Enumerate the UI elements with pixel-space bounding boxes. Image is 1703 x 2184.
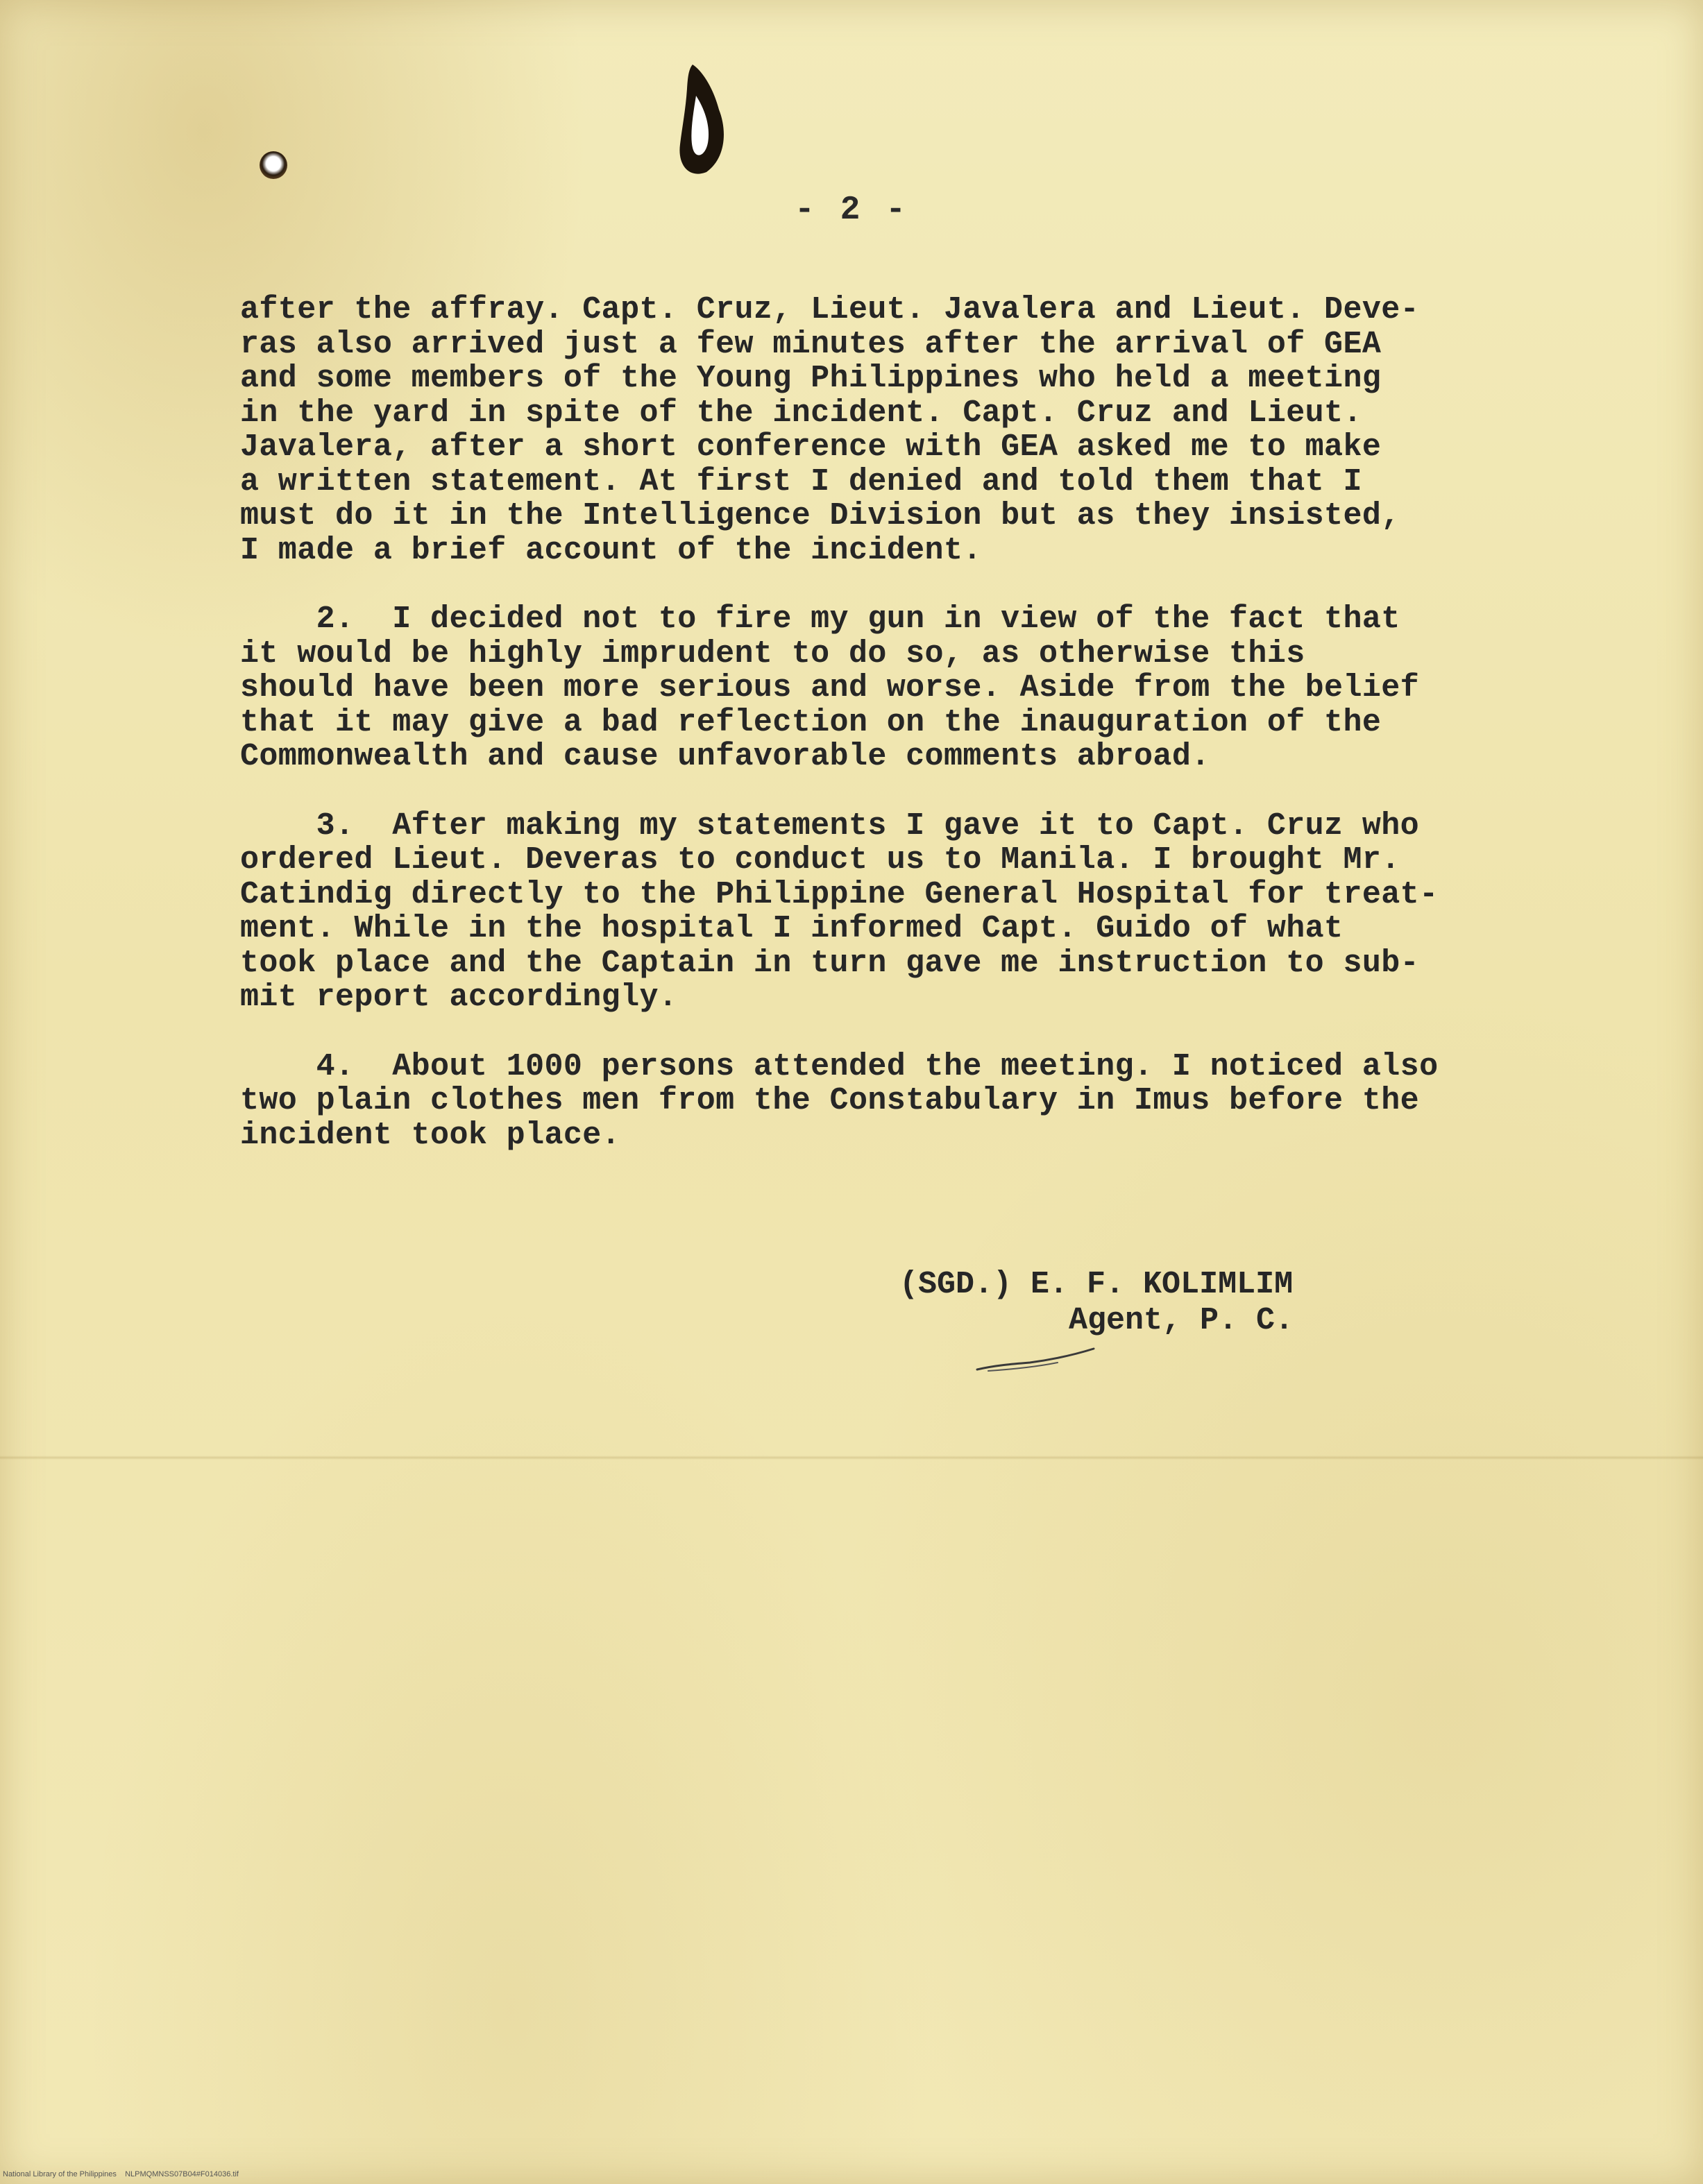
paragraph-gap <box>240 568 1586 602</box>
body-line: must do it in the Intelligence Division but as they insisted, <box>240 498 1400 534</box>
letter-body <box>240 293 1586 1152</box>
body-line: in the yard in spite of the incident. Capt. Cruz and Lieut. <box>240 395 1362 431</box>
body-line: that it may give a bad reflection on the inauguration of the <box>240 704 1382 740</box>
body-line: two plain clothes men from the Constabulary in Imus before the <box>240 1083 1420 1118</box>
pen-stroke-mark <box>974 1339 1099 1381</box>
signature-title: Agent, P. C. <box>1069 1303 1294 1338</box>
body-line: 4. About 1000 persons attended the meeting. I noticed also <box>240 1048 1439 1084</box>
signature-name: (SGD.) E. F. KOLIMLIM <box>899 1267 1294 1302</box>
body-line: 3. After making my statements I gave it to Capt. Cruz who <box>240 808 1420 844</box>
signature-block <box>899 1267 1294 1339</box>
paragraph-gap <box>240 774 1586 809</box>
body-line: Javalera, after a short conference with GEA asked me to make <box>240 429 1382 465</box>
archive-footer: National Library of the Philippines NLPMQMNSS07B04#F014036.tif <box>3 2170 239 2178</box>
body-line: 2. I decided not to fire my gun in view of the fact that <box>240 602 1400 637</box>
burn-hole-mark <box>665 61 734 179</box>
paragraph-gap <box>240 1015 1586 1050</box>
page-number: - 2 - <box>794 191 909 229</box>
paper-fold-line <box>0 1456 1703 1460</box>
punch-hole-mark <box>260 151 287 179</box>
body-line: ras also arrived just a few minutes after the arrival of GEA <box>240 326 1382 362</box>
body-line: incident took place. <box>240 1117 621 1153</box>
body-line: it would be highly imprudent to do so, as otherwise this <box>240 635 1305 672</box>
body-line: mit report accordingly. <box>240 980 678 1015</box>
body-line: after the affray. Capt. Cruz, Lieut. Javalera and Lieut. Deve- <box>240 292 1420 327</box>
body-line: should have been more serious and worse. Aside from the belief <box>240 670 1420 706</box>
body-line: Catindig directly to the Philippine General Hospital for treat- <box>240 876 1439 912</box>
body-line: ordered Lieut. Deveras to conduct us to Manila. I brought Mr. <box>240 842 1400 878</box>
body-line: took place and the Captain in turn gave me instruction to sub- <box>240 945 1420 981</box>
body-line: ment. While in the hospital I informed Capt. Guido of what <box>240 911 1344 946</box>
body-line: I made a brief account of the incident. <box>240 532 982 568</box>
body-line: and some members of the Young Philippines who held a meeting <box>240 361 1382 396</box>
body-line: Commonwealth and cause unfavorable comments abroad. <box>240 739 1210 774</box>
body-line: a written statement. At first I denied and told them that I <box>240 463 1362 500</box>
